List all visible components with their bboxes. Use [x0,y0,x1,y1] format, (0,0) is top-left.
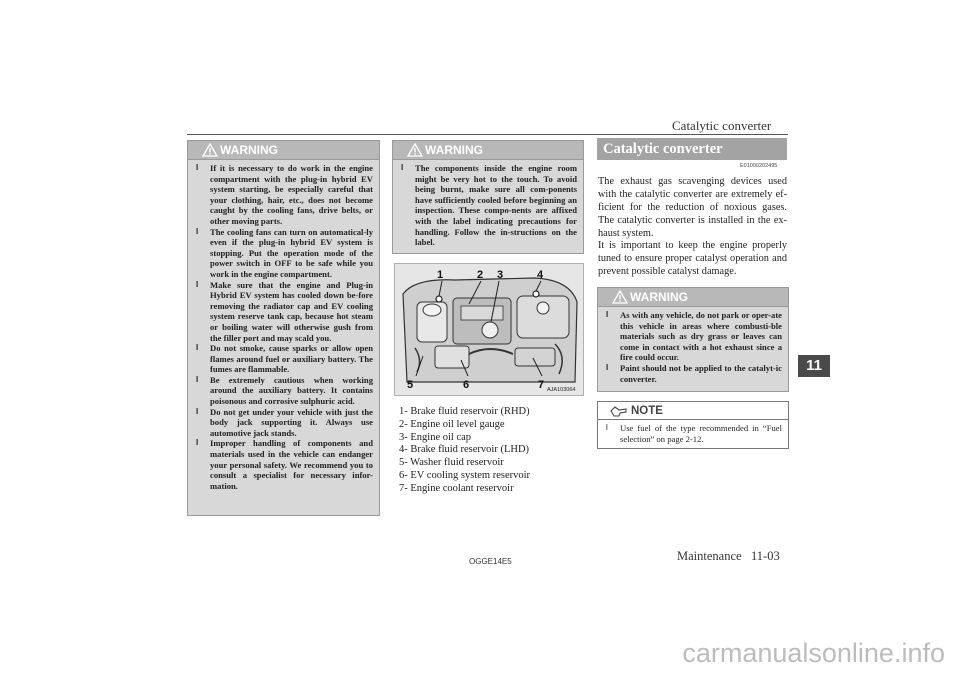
bullet-item [194,375,373,407]
bullet-icon: l [606,423,608,432]
bullet-item [194,163,373,227]
warning-items [393,160,583,254]
bullet-text: Paint should not be applied to the catalyt-ic converter. [620,362,782,384]
warning-box-hot-components [392,140,584,254]
bullet-item [194,407,373,439]
bullet-text: The components inside the engine room might be very hot to the touch. To avoid being burnt, make sure all com-ponents have sufficiently cooled before beginning an inspection. These compo-nents are affixed with the label indicating precautions for handling. Follow the in-structions on the label. [415,163,577,248]
bullet-icon: l [196,279,199,289]
bullet-text: Use fuel of the type recommended in “Fuel selection” on page 2-12. [620,423,782,444]
bullet-icon: l [606,362,609,372]
legend-item: 7- Engine coolant reservoir [399,482,514,494]
paragraph-tuning: It is important to keep the engine properly tuned to ensure proper catalyst operation and prevent possible catalyst damage. [598,240,787,277]
header-divider [187,134,788,135]
bullet-icon: l [196,438,199,448]
figure-legend [399,406,530,496]
note-heading: NOTE [631,404,663,417]
callout-label: 1 [437,269,444,281]
bullet-icon: l [196,343,199,353]
legend-item: 5- Washer fluid reservoir [399,457,504,469]
warning-heading: WARNING [220,143,278,157]
bullet-item [399,163,577,248]
document-code: OGGE14E5 [469,557,512,566]
bullet-item [194,343,373,375]
bullet-item [604,423,782,444]
engine-compartment-figure [394,263,584,396]
note-box [597,401,789,449]
bullet-item [194,227,373,280]
warning-heading: WARNING [630,290,688,304]
note-items [598,420,788,447]
section-code: E01000202495 [740,163,778,169]
watermark: carmanualsonline.info [682,638,945,668]
bullet-text: Do not get under your vehicle with just the body jack supporting it. Always use automotive jack stands. [210,406,373,438]
legend-item: 4- Brake fluid reservoir (LHD) [399,444,530,456]
warning-heading: WARNING [425,143,483,157]
chapter-tab: 11 [798,355,830,377]
warning-header [188,141,379,160]
bullet-icon: l [196,406,199,416]
bullet-icon: l [401,163,404,172]
callout-label: 2 [477,269,484,281]
bullet-item [604,310,782,363]
callout-label: 6 [463,379,470,391]
bullet-icon: l [196,163,199,172]
legend-item: 2- Engine oil level gauge [399,418,505,430]
page-number: 11-03 [751,549,780,563]
section-title: Catalytic converter [597,138,787,160]
engine-illustration [395,264,583,395]
warning-triangle-icon [612,290,628,304]
warning-items [188,160,379,497]
callout-label: 3 [497,269,504,281]
bullet-item [194,438,373,491]
warning-triangle-icon [407,143,423,157]
callout-label: 5 [407,379,414,391]
warning-header [598,288,788,307]
bullet-icon: l [196,374,199,384]
legend-item: 6- EV cooling system reservoir [399,469,531,481]
figure-code: AJA103064 [547,387,576,393]
bullet-item [604,363,782,384]
legend-item: 1- Brake fluid reservoir (RHD) [399,406,530,417]
warning-triangle-icon [202,143,218,157]
footer-section: Maintenance [677,549,742,563]
callout-label: 7 [538,379,545,391]
paragraph-intro: The exhaust gas scavenging devices used with the catalytic converter are extremely ef-ficient for the reduction of noxious gases. The catalytic converter is installed in the ex-haust system. [598,176,787,239]
bullet-text: If it is necessary to do work in the engine compartment with the plug-in hybrid EV system starting, be especially careful that your clothing, hair, etc., does not become caught by the cooling fans, drive belts, or other moving parts. [210,163,373,226]
legend-item: 3- Engine oil cap [399,431,472,443]
bullet-text: Improper handling of components and materials used in the vehicle can endanger your personal safety. We recommend you to consult a specialist for necessary infor-mation. [210,438,373,491]
bullet-item [194,280,373,344]
warning-box-catalytic [597,287,789,392]
warning-box-engine-work [187,140,380,516]
running-header: Catalytic converter [672,118,772,133]
bullet-text: Be extremely cautious when working around the auxiliary battery. It contains poisonous and corrosive sulphuric acid. [210,374,373,407]
bullet-text: As with any vehicle, do not park or oper-ate this vehicle in areas where combusti-ble materials such as dry grass or leaves can come in contact with a hot exhaust since a fire could occur. [620,310,782,363]
bullet-text: Do not smoke, cause sparks or allow open flames around fuel or auxiliary battery. The fumes are flammable. [210,343,373,375]
bullet-text: The cooling fans can turn on automatical-ly even if the plug-in hybrid EV system is stopping. Put the operation mode of the power switch in OFF to be safe while you work in the engine compartment. [210,226,373,279]
bullet-icon: l [606,310,609,319]
warning-items [598,307,788,390]
bullet-icon: l [196,226,199,236]
note-header [598,402,788,420]
callout-label: 4 [537,269,544,281]
warning-header [393,141,583,160]
note-hand-icon [610,404,628,417]
bullet-text: Make sure that the engine and Plug-in Hybrid EV system has cooled down be-fore removing the radiator cap and EV cooling system reserve tank cap, because hot steam or boiling water will otherwise gush from the filler port and may scald you. [210,279,373,343]
